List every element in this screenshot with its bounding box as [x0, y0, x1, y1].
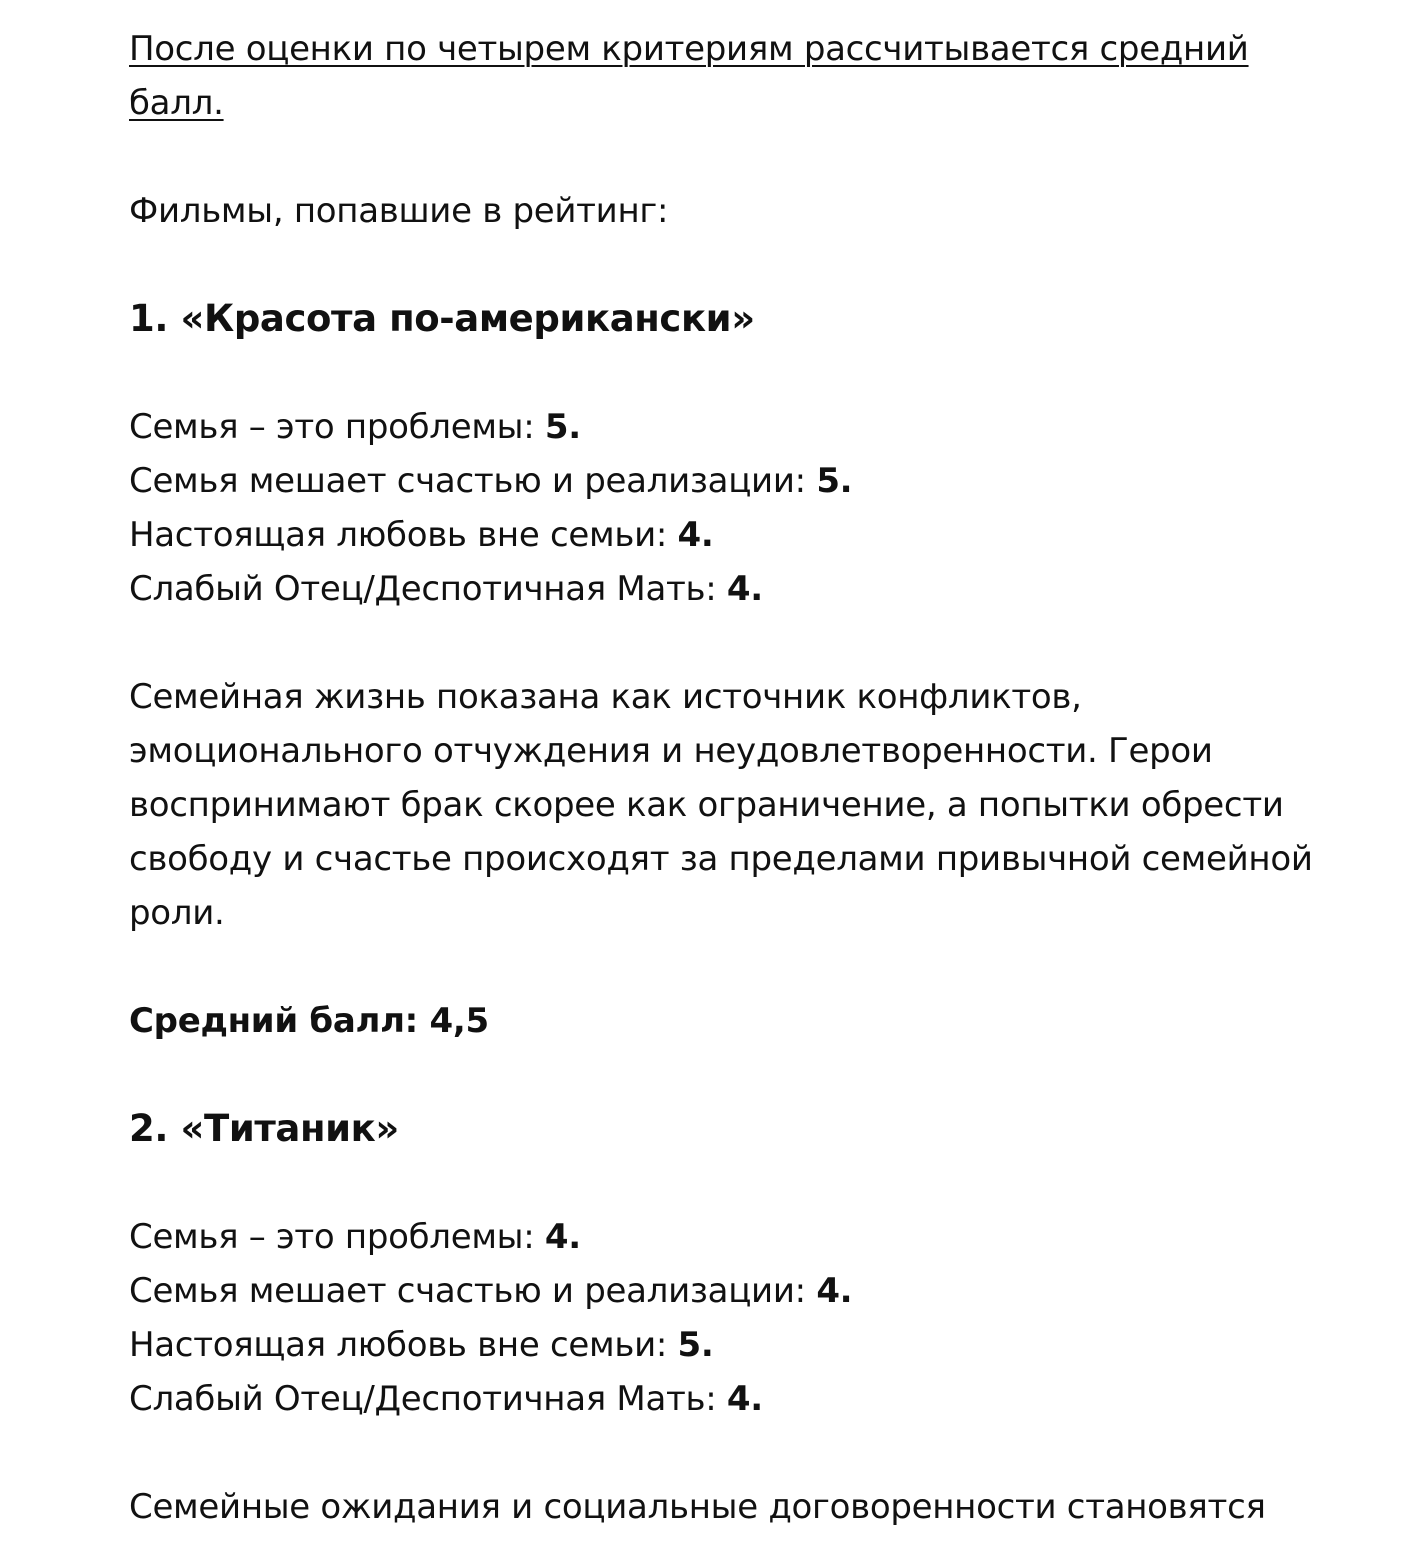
criterion-label: Настоящая любовь вне семьи:: [129, 1325, 668, 1365]
criterion-score: 4.: [544, 1217, 581, 1257]
film-1-average-score: Средний балл: 4,5: [129, 1001, 489, 1041]
criterion-row: [129, 1372, 1389, 1426]
criterion-row: [129, 508, 1389, 562]
film-1-criteria: [129, 400, 1389, 616]
criterion-label: Слабый Отец/Деспотичная Мать:: [129, 1379, 717, 1419]
criterion-label: Семья – это проблемы:: [129, 1217, 535, 1257]
film-1-description: Семейная жизнь показана как источник конфликтов, эмоционального отчуждения и неудовлетворенности. Герои воспринимают брак скорее как ограничение, а попытки обрести свободу и счастье происходят за пределами привычной семейной роли.: [129, 677, 1313, 933]
criterion-score: 5.: [816, 461, 853, 501]
criterion-row: [129, 1210, 1389, 1264]
criterion-row: [129, 1318, 1389, 1372]
criterion-label: Настоящая любовь вне семьи:: [129, 515, 668, 555]
criterion-score: 4.: [726, 1379, 763, 1419]
criterion-score: 4.: [677, 515, 714, 555]
criterion-label: Слабый Отец/Деспотичная Мать:: [129, 569, 717, 609]
criterion-row: [129, 400, 1389, 454]
criterion-score: 4.: [816, 1271, 853, 1311]
criterion-score: 4.: [726, 569, 763, 609]
film-1-heading: 1. «Красота по-американски»: [129, 297, 755, 340]
film-2-heading: 2. «Титаник»: [129, 1107, 399, 1150]
criterion-score: 5.: [544, 407, 581, 447]
rating-method-note: После оценки по четырем критериям рассчитывается средний балл.: [129, 29, 1249, 123]
films-list-label: Фильмы, попавшие в рейтинг:: [129, 191, 669, 231]
film-2-description: Семейные ожидания и социальные договоренности становятся: [129, 1487, 1266, 1527]
criterion-score: 5.: [677, 1325, 714, 1365]
criterion-label: Семья мешает счастью и реализации:: [129, 461, 806, 501]
criterion-label: Семья мешает счастью и реализации:: [129, 1271, 806, 1311]
film-2-criteria: [129, 1210, 1389, 1426]
criterion-row: [129, 454, 1389, 508]
article-body: [129, 0, 1389, 1534]
criterion-row: [129, 562, 1389, 616]
criterion-label: Семья – это проблемы:: [129, 407, 535, 447]
criterion-row: [129, 1264, 1389, 1318]
